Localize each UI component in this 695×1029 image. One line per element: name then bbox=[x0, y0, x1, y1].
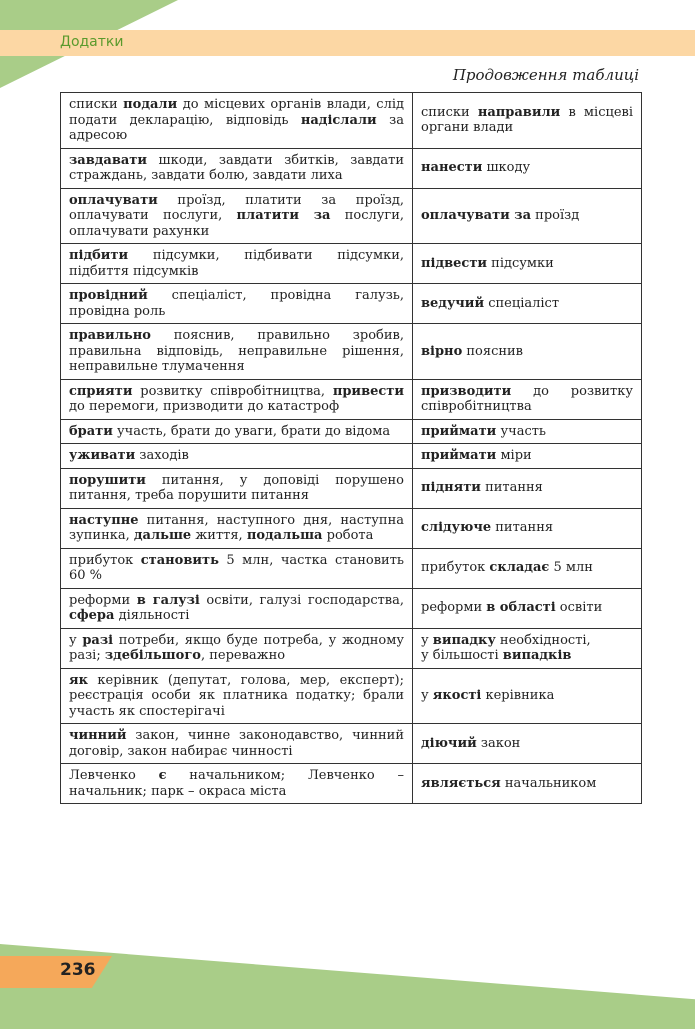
cell-text: проїзд, платити за проїзд, оплачувати послуги, bbox=[69, 192, 404, 223]
cell-text: до місцевих органів влади, слід подати декларацію, відповідь bbox=[69, 97, 405, 128]
incorrect-usage-cell bbox=[61, 724, 413, 764]
cell-text: керівника bbox=[481, 688, 555, 703]
highlighted-word: сфера bbox=[69, 608, 115, 623]
incorrect-usage-cell bbox=[61, 444, 413, 469]
highlighted-word: уживати bbox=[69, 448, 136, 463]
table-row bbox=[61, 324, 642, 380]
cell-text: освіти bbox=[555, 600, 603, 616]
incorrect-usage-cell bbox=[61, 508, 413, 548]
cell-text: проїзд bbox=[531, 208, 580, 223]
cell-text: пояснив bbox=[462, 343, 524, 359]
table-row bbox=[61, 548, 642, 588]
highlighted-word: підбити bbox=[69, 248, 129, 263]
cell-text: заходів bbox=[135, 448, 189, 463]
cell-text: у bbox=[421, 688, 433, 703]
cell-text: питання bbox=[491, 520, 554, 536]
cell-text: розвитку співробітництва, bbox=[132, 383, 333, 399]
cell-text: у bbox=[421, 632, 433, 648]
incorrect-usage-cell bbox=[61, 148, 413, 188]
incorrect-usage-cell bbox=[61, 668, 413, 724]
cell-text: 5 млн bbox=[549, 560, 593, 576]
table-row bbox=[61, 764, 642, 804]
cell-text: прибуток bbox=[421, 560, 490, 576]
highlighted-word: наступне bbox=[69, 512, 139, 528]
highlighted-word: дальше bbox=[133, 528, 192, 543]
cell-text: підсумки bbox=[487, 255, 554, 271]
highlighted-word: складає bbox=[489, 560, 550, 576]
cell-text: підсумки, підбивати підсумки, підбиття підсумків bbox=[69, 248, 404, 279]
cell-text: пояснив, правильно зробив, правильна відповідь, неправильне рішення, неправильне тлумачення bbox=[69, 328, 404, 374]
table-row bbox=[61, 668, 642, 724]
section-title: Додатки bbox=[60, 34, 124, 50]
highlighted-word: підвести bbox=[421, 255, 488, 271]
cell-text: в місцеві органи влади bbox=[421, 104, 634, 136]
correct-usage-cell bbox=[413, 444, 642, 469]
cell-text: міри bbox=[496, 448, 532, 463]
incorrect-usage-cell bbox=[61, 188, 413, 244]
highlighted-word: в області bbox=[486, 600, 556, 616]
highlighted-word: слідуюче bbox=[421, 520, 492, 536]
cell-text: питання bbox=[480, 480, 543, 496]
highlighted-word: привести bbox=[332, 383, 404, 399]
cell-text: до перемоги, призводити до катастроф bbox=[69, 399, 340, 414]
highlighted-word: сприяти bbox=[69, 383, 133, 399]
highlighted-word: подальша bbox=[246, 528, 323, 543]
highlighted-word: випадків bbox=[502, 648, 572, 663]
highlighted-word: провідний bbox=[69, 288, 148, 303]
highlighted-word: в галузі bbox=[136, 592, 200, 608]
incorrect-usage-cell bbox=[61, 764, 413, 804]
cell-text: закон bbox=[476, 735, 521, 751]
correct-usage-cell bbox=[413, 508, 642, 548]
incorrect-usage-cell bbox=[61, 588, 413, 628]
incorrect-usage-cell bbox=[61, 419, 413, 444]
cell-text: питання, наступного дня, наступна зупинка, bbox=[69, 512, 404, 543]
highlighted-word: надіслали bbox=[300, 112, 377, 128]
table-row bbox=[61, 508, 642, 548]
highlighted-word: здебільшого bbox=[104, 648, 201, 663]
cell-text: списки bbox=[69, 97, 124, 112]
incorrect-usage-cell bbox=[61, 324, 413, 380]
correct-usage-cell bbox=[413, 284, 642, 324]
highlighted-word: оплачувати за bbox=[421, 208, 532, 223]
correct-usage-cell bbox=[413, 668, 642, 724]
incorrect-usage-cell bbox=[61, 548, 413, 588]
highlighted-word: порушити bbox=[69, 472, 146, 488]
usage-table bbox=[60, 92, 642, 804]
cell-text: освіти, галузі господарства, bbox=[199, 592, 405, 608]
highlighted-word: становить bbox=[140, 552, 219, 568]
cell-text: необхідності, bbox=[495, 632, 591, 648]
correct-usage-cell bbox=[413, 468, 642, 508]
table-row bbox=[61, 148, 642, 188]
correct-usage-cell bbox=[413, 548, 642, 588]
highlighted-word: правильно bbox=[69, 328, 151, 343]
cell-text: начальником; Левченко – начальник; парк – окраса міста bbox=[69, 768, 404, 799]
highlighted-word: направили bbox=[477, 104, 561, 120]
table-row bbox=[61, 468, 642, 508]
correct-usage-cell bbox=[413, 419, 642, 444]
highlighted-word: брати bbox=[69, 423, 113, 439]
cell-text: шкоду bbox=[482, 160, 531, 176]
correct-usage-cell bbox=[413, 628, 642, 668]
cell-text: 5 млн, частка становить 60 % bbox=[69, 552, 404, 583]
highlighted-word: вірно bbox=[421, 343, 463, 359]
highlighted-word: якості bbox=[432, 688, 482, 703]
highlighted-word: є bbox=[158, 768, 167, 783]
cell-text: у bbox=[69, 632, 83, 648]
correct-usage-cell bbox=[413, 588, 642, 628]
cell-text: реформи bbox=[69, 592, 137, 608]
table-row bbox=[61, 93, 642, 149]
table-row bbox=[61, 444, 642, 469]
table-row bbox=[61, 188, 642, 244]
highlighted-word: випадку bbox=[432, 632, 496, 648]
correct-usage-cell bbox=[413, 324, 642, 380]
cell-text: діяльності bbox=[114, 608, 190, 623]
highlighted-word: як bbox=[69, 672, 88, 688]
highlighted-word: оплачувати bbox=[69, 192, 158, 208]
highlighted-word: платити за bbox=[236, 208, 331, 223]
correct-usage-cell bbox=[413, 188, 642, 244]
correct-usage-cell bbox=[413, 724, 642, 764]
table-row bbox=[61, 724, 642, 764]
cell-text: питання, у доповіді порушено питання, треба порушити питання bbox=[69, 472, 404, 503]
table-row bbox=[61, 419, 642, 444]
cell-text: у більшості bbox=[421, 648, 503, 663]
cell-text: участь bbox=[496, 423, 546, 439]
cell-text: прибуток bbox=[69, 552, 141, 568]
page-number: 236 bbox=[60, 960, 96, 980]
highlighted-word: завдавати bbox=[69, 152, 147, 168]
table-row bbox=[61, 628, 642, 668]
cell-text: реформи bbox=[421, 600, 487, 616]
cell-text: , переважно bbox=[200, 648, 286, 663]
highlighted-word: призводити bbox=[421, 383, 512, 399]
highlighted-word: чинний bbox=[69, 728, 127, 743]
correct-usage-cell bbox=[413, 93, 642, 149]
incorrect-usage-cell bbox=[61, 244, 413, 284]
cell-text: закон, чинне законодавство, чинний договір, закон набирає чинності bbox=[69, 728, 404, 759]
table-row bbox=[61, 284, 642, 324]
highlighted-word: являється bbox=[421, 775, 501, 791]
cell-text: шкоди, завдати збитків, завдати страждань, завдати болю, завдати лиха bbox=[69, 152, 404, 183]
highlighted-word: нанести bbox=[421, 160, 483, 176]
correct-usage-cell bbox=[413, 764, 642, 804]
incorrect-usage-cell bbox=[61, 379, 413, 419]
cell-text: Левченко bbox=[69, 768, 159, 783]
highlighted-word: ведучий bbox=[421, 295, 485, 311]
incorrect-usage-cell bbox=[61, 284, 413, 324]
cell-text: потреби, якщо буде потреба, у жодному разі; bbox=[69, 632, 404, 663]
section-header bbox=[0, 30, 695, 56]
cell-text: за адресою bbox=[69, 112, 404, 143]
table-continuation-label: Продовження таблиці bbox=[452, 66, 639, 84]
highlighted-word: приймати bbox=[421, 448, 497, 463]
cell-text: керівник (депутат, голова, мер, експерт); реєстрація особи як платника податку; брали участь як спостерігачі bbox=[69, 672, 404, 719]
cell-text: списки bbox=[421, 104, 478, 120]
cell-text: до розвитку співробітництва bbox=[421, 383, 633, 414]
table-row bbox=[61, 588, 642, 628]
cell-text: начальником bbox=[500, 775, 597, 791]
table-row bbox=[61, 244, 642, 284]
incorrect-usage-cell bbox=[61, 628, 413, 668]
incorrect-usage-cell bbox=[61, 93, 413, 149]
cell-text: спеціаліст, провідна галузь, провідна роль bbox=[69, 288, 404, 319]
cell-text: послуги, оплачувати рахунки bbox=[69, 208, 405, 239]
highlighted-word: подали bbox=[123, 97, 178, 112]
incorrect-usage-cell bbox=[61, 468, 413, 508]
cell-text: спеціаліст bbox=[484, 295, 560, 311]
highlighted-word: діючий bbox=[421, 735, 477, 751]
correct-usage-cell bbox=[413, 244, 642, 284]
cell-text: участь, брати до уваги, брати до відома bbox=[112, 423, 391, 439]
correct-usage-cell bbox=[413, 148, 642, 188]
highlighted-word: разі bbox=[82, 632, 114, 648]
cell-text: життя, bbox=[191, 528, 247, 543]
cell-text: робота bbox=[322, 528, 374, 543]
highlighted-word: приймати bbox=[421, 423, 497, 439]
highlighted-word: підняти bbox=[421, 480, 481, 496]
table-row bbox=[61, 379, 642, 419]
correct-usage-cell bbox=[413, 379, 642, 419]
